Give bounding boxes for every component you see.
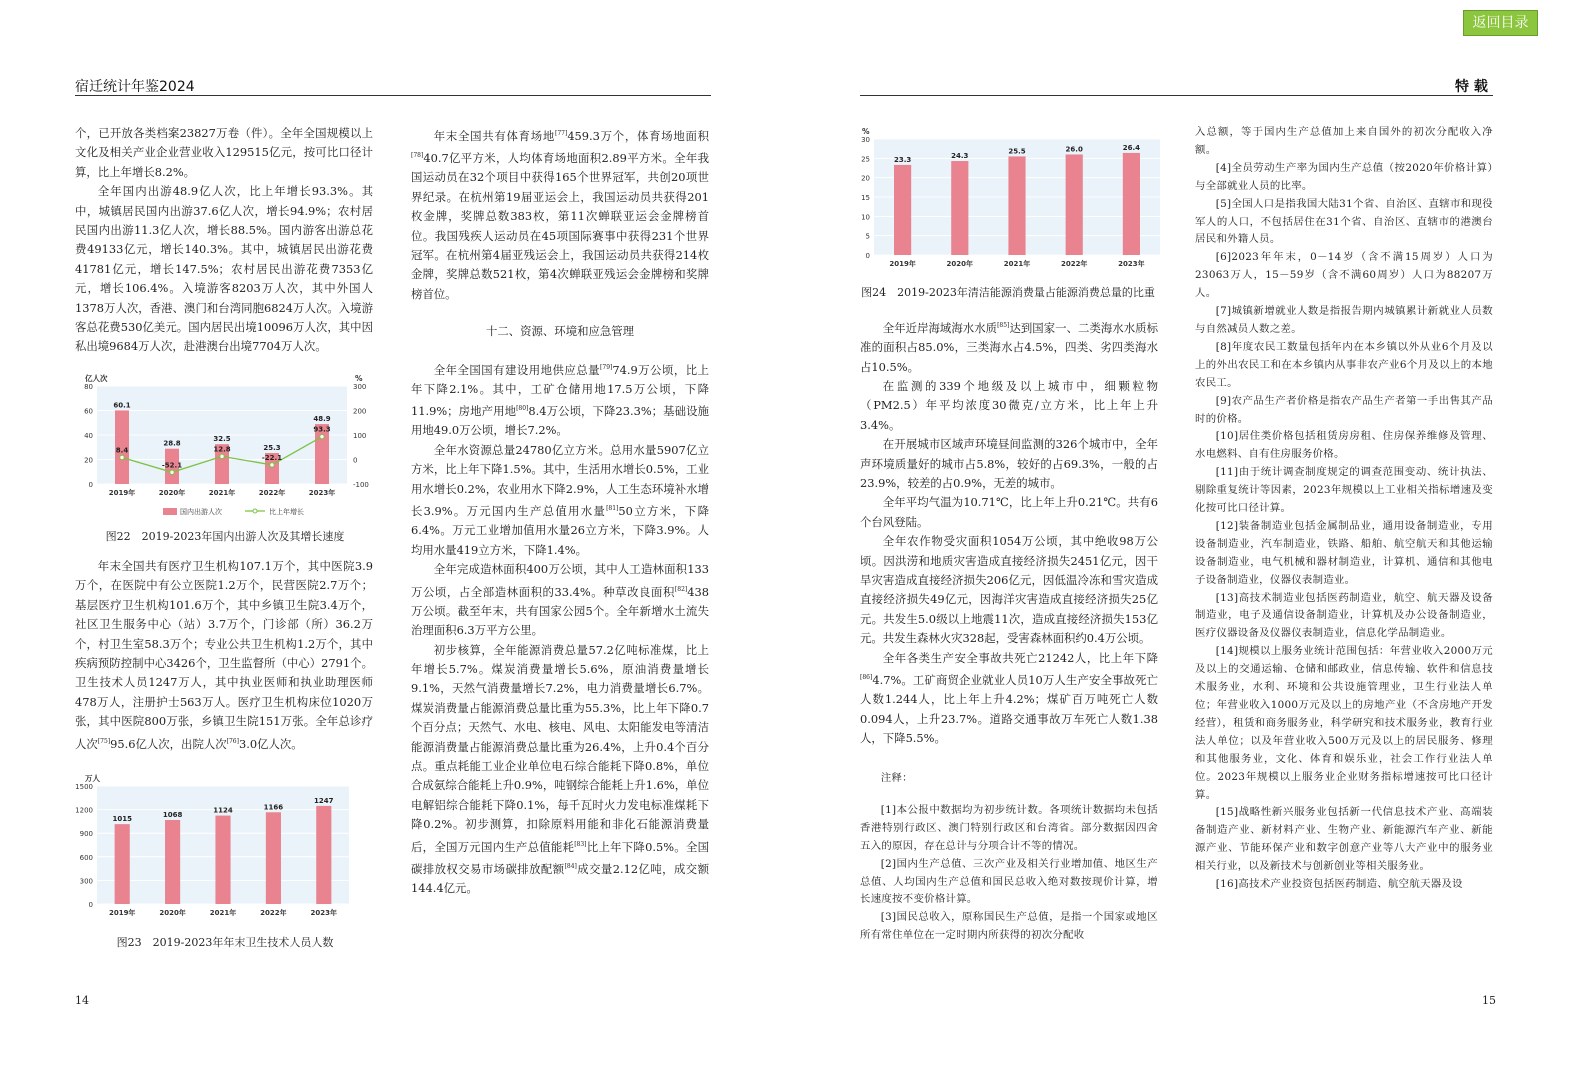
y-axis-label: 亿人次 bbox=[85, 374, 108, 383]
note-1: [1]本公报中数据均为初步统计数。各项统计数据均未包括香港特别行政区、澳门特别行政区和台湾省。部分数据因四舍五入的原因，存在总计与分项合计不等的情况。 bbox=[860, 803, 1158, 852]
note-10: [10]居住类价格包括租赁房房租、住房保养维修及管理、水电燃料、自有住房服务价格。 bbox=[1195, 430, 1493, 461]
x-tick-label: 2020年 bbox=[946, 260, 974, 268]
growth-data-label: 12.8 bbox=[213, 445, 231, 454]
y2-tick-label: 200 bbox=[353, 407, 367, 416]
right-page-header: 特 载 bbox=[1455, 79, 1488, 95]
chart-23-caption: 图23 2019-2023年年末卫生技术人员人数 bbox=[116, 936, 334, 949]
growth-data-label: 93.3 bbox=[313, 425, 331, 434]
note-13: [13]高技术制造业包括医药制造业，航空、航天器及设备制造业，电子及通信设备制造业，计算机及办公设备制造业，医疗仪器设备及仪器仪表制造业，信息化学品制造业。 bbox=[1195, 591, 1493, 640]
col2-para-5: 初步核算，全年能源消费总量57.2亿吨标准煤，比上年增长5.7%。煤炭消费量增长5.6%，原油消费量增长9.1%，天然气消费量增长7.2%，电力消费量增长6.7%。煤炭消费量占能源消费总量比重为55.3%，比上年下降0.7个百分点；天然气、水电、核电、风电、太阳能发电等清洁能源消费量占能源消费总量比重为26.4%，上升0.4个百分点。重点耗能工业企业单位电石综合能耗下降0.8%，单位合成氨综合能耗上升0.9%，吨钢综合能耗上升1.6%，单位电解铝综合能耗下降0.1%，每千瓦时火力发电标准煤耗下降0.2%。初步测算，扣除原料用能和非化石能源消费量后，全国万元国内生产总值能耗[83]比上年下降0.5%。全国碳排放权交易市场碳排放配额[84]成交量2.12亿吨，成交额144.4亿元。 bbox=[411, 642, 709, 895]
y-tick-label: 40 bbox=[84, 432, 93, 440]
left-header-rule bbox=[75, 95, 711, 96]
data-label: 28.8 bbox=[163, 439, 181, 448]
y-tick-label: 25 bbox=[861, 155, 870, 164]
note-15: [15]战略性新兴服务业包括新一代信息技术产业、高端装备制造产业、新材料产业、生物产业、新能源汽车产业、新能源产业、节能环保产业和数字创意产业等八大产业中的服务业相关行业，以及新技术与创新创业等相关服务业。 bbox=[1195, 806, 1493, 873]
x-tick-label: 2023年 bbox=[1118, 260, 1145, 268]
y-tick-label: 30 bbox=[861, 136, 870, 144]
y-tick-label: 1200 bbox=[75, 806, 93, 815]
data-label: 26.0 bbox=[1065, 145, 1083, 154]
bar bbox=[1066, 154, 1083, 255]
x-tick-label: 2019年 bbox=[108, 489, 136, 497]
y2-tick-label: 300 bbox=[353, 383, 367, 391]
legend-marker bbox=[253, 509, 257, 513]
bar bbox=[115, 824, 130, 904]
notes-title: 注释： bbox=[880, 772, 913, 784]
growth-point bbox=[220, 454, 224, 458]
data-label: 1124 bbox=[213, 806, 233, 815]
y-tick-label: 5 bbox=[865, 232, 870, 241]
column-3 bbox=[860, 316, 1158, 749]
page-number-left: 14 bbox=[75, 994, 89, 1007]
bar bbox=[316, 806, 331, 904]
back-to-contents-button[interactable]: 返回目录 bbox=[1463, 10, 1538, 36]
growth-point bbox=[120, 455, 124, 459]
growth-data-label: -52.1 bbox=[161, 461, 183, 470]
data-label: 25.5 bbox=[1008, 147, 1026, 156]
x-tick-label: 2019年 bbox=[108, 909, 136, 917]
y-tick-label: 80 bbox=[84, 383, 93, 391]
y-tick-label: 10 bbox=[861, 213, 870, 222]
section-heading-12: 十二、资源、环境和应急管理 bbox=[485, 324, 635, 339]
bar bbox=[1008, 156, 1025, 255]
x-tick-label: 2021年 bbox=[1003, 260, 1031, 268]
y-tick-label: 0 bbox=[88, 481, 93, 489]
note-7: [7]城镇新增就业人数是指报告期内城镇累计新就业人员数与自然减员人数之差。 bbox=[1195, 305, 1493, 335]
x-tick-label: 2023年 bbox=[308, 489, 336, 497]
growth-point bbox=[320, 434, 324, 438]
growth-data-label: -22.1 bbox=[261, 453, 283, 462]
data-label: 48.9 bbox=[313, 415, 331, 424]
y-tick-label: 60 bbox=[84, 407, 93, 416]
note-9: [9]农产品生产者价格是指农产品生产者第一手出售其产品时的价格。 bbox=[1195, 394, 1493, 425]
column-1 bbox=[75, 124, 373, 357]
col3-para-6: 全年各类生产安全事故共死亡21242人，比上年下降[86]4.7%。工矿商贸企业就业人员10万人生产安全事故死亡人数1.244人，比上年上升4.2%；煤矿百万吨死亡人数0.094人，上升23.7%。道路交通事故万车死亡人数1.38人，下降5.5%。 bbox=[860, 650, 1158, 746]
col3-para-1: 全年近岸海域海水水质[85]达到国家一、二类海水水质标准的面积占85.0%，三类海水占4.5%，四类、劣四类海水占10.5%。 bbox=[860, 320, 1158, 374]
notes-column-3 bbox=[860, 770, 1158, 945]
column-2 bbox=[411, 124, 709, 898]
data-label: 23.3 bbox=[893, 155, 912, 164]
note-2: [2]国内生产总值、三次产业及相关行业增加值、地区生产总值、人均国内生产总值和国民总收入绝对数按现价计算，增长速度按不变价格计算。 bbox=[860, 857, 1158, 906]
x-tick-label: 2020年 bbox=[158, 489, 186, 497]
col3-para-3: 在开展城市区域声环境昼间监测的326个城市中，全年声环境质量好的城市占5.8%，较好的占69.3%，一般的占23.9%，较差的占0.9%，无差的城市。 bbox=[860, 437, 1158, 491]
col2-para-2: 全年全国国有建设用地供应总量[79]74.9万公顷，比上年下降2.1%。其中，工矿仓储用地17.5万公顷，下降11.9%；房地产用地[80]8.4万公顷，下降23.3%；基础设施用地49.0万公顷，增长7.2%。 bbox=[411, 362, 709, 438]
y-tick-label: 20 bbox=[861, 174, 870, 183]
x-tick-label: 2019年 bbox=[889, 260, 916, 268]
page-number-right: 15 bbox=[1482, 994, 1496, 1007]
data-label: 1015 bbox=[112, 815, 132, 824]
bar bbox=[215, 816, 230, 904]
y-tick-label: 0 bbox=[88, 901, 93, 909]
note-4: [4]全员劳动生产率为国内生产总值（按2020年价格计算）与全部就业人员的比率。 bbox=[1195, 161, 1493, 192]
y-tick-label: 600 bbox=[79, 853, 93, 862]
growth-point bbox=[270, 463, 274, 467]
y-tick-label: 15 bbox=[861, 194, 870, 202]
bar bbox=[165, 820, 180, 904]
x-tick-label: 2021年 bbox=[208, 489, 236, 497]
y2-tick-label: 0 bbox=[353, 456, 358, 465]
col1-para-1: 个，已开放各类档案23827万卷（件）。全年全国规模以上文化及相关产业企业营业收入129515亿元，按可比口径计算，比上年增长8.2%。 bbox=[75, 126, 373, 179]
data-label: 60.1 bbox=[113, 401, 131, 410]
col2-para-1: 年末全国共有体育场地[77]459.3万个，体育场地面积[78]40.7亿平方米，人均体育场地面积2.89平方米。全年我国运动员在32个项目中获得165个世界冠军，共创20项世界纪录。在杭州第19届亚运会上，我国运动员共获得201枚金牌，奖牌总数383枚，第11次蝉联亚运会金牌榜首位。我国残疾人运动员在45项国际赛事中获得231个世界冠军。在杭州第4届亚残运会上，我国运动员共获得214枚金牌，奖牌总数521枚，第4次蝉联亚残运会金牌榜和奖牌榜首位。 bbox=[411, 128, 709, 301]
right-header-rule bbox=[860, 95, 1493, 96]
chart-22-domestic-tourism bbox=[75, 366, 375, 526]
bar bbox=[1123, 153, 1140, 255]
note-16: [16]高技术产业投资包括医药制造、航空航天器及设 bbox=[1215, 878, 1463, 891]
data-label: 25.3 bbox=[263, 444, 281, 453]
col3-para-2: 在监测的339个地级及以上城市中，细颗粒物（PM2.5）年平均浓度30微克/立方米，比上年上升3.4%。 bbox=[860, 379, 1158, 432]
note-3: [3]国民总收入，原称国民生产总值，是指一个国家或地区所有常住单位在一定时期内所获得的初次分配收 bbox=[860, 911, 1158, 942]
data-label: 26.4 bbox=[1122, 143, 1141, 152]
data-label: 24.3 bbox=[951, 152, 969, 161]
y2-tick-label: -100 bbox=[353, 481, 369, 489]
col3-para-5: 全年农作物受灾面积1054万公顷，其中绝收98万公顷。因洪涝和地质灾害造成直接经济损失2451亿元，因干旱灾害造成直接经济损失206亿元，因低温冷冻和雪灾造成直接经济损失49亿元，因海洋灾害造成直接经济损失25亿元。共发生5.0级以上地震11次，造成直接经济损失153亿元。共发生森林火灾328起，受害森林面积约0.4万公顷。 bbox=[860, 534, 1158, 646]
data-label: 1166 bbox=[263, 803, 284, 812]
col1-para-2: 全年国内出游48.9亿人次，比上年增长93.3%。其中，城镇居民国内出游37.6亿人次，增长94.9%；农村居民国内出游11.3亿人次，增长88.5%。国内游客出游总花费49133亿元，增长140.3%。其中，城镇居民出游花费41781亿元，增长147.5%；农村居民出游花费7353亿元，增长106.4%。入境游客8203万人次，其中外国人1378万人次，香港、澳门和台湾同胞6824万人次。入境游客总花费530亿美元。国内居民出境10096万人次，其中因私出境9684万人次，赴港澳台出境7704万人次。 bbox=[75, 184, 373, 354]
chart-24-caption: 图24 2019-2023年清洁能源消费量占能源消费总量的比重 bbox=[861, 286, 1155, 299]
col3-para-4: 全年平均气温为10.71℃，比上年上升0.21℃。共有6个台风登陆。 bbox=[860, 495, 1158, 529]
note-6: [6]2023年年末，0－14岁（含不满15周岁）人口为23063万人，15－59岁（含不满60周岁）人口为88207万人。 bbox=[1195, 251, 1493, 300]
data-label: 1247 bbox=[314, 796, 334, 805]
bar bbox=[894, 165, 911, 255]
column-1-lower bbox=[75, 557, 373, 754]
note-11: [11]由于统计调查制度规定的调查范围变动、统计执法、剔除重复统计等因素，2023年规模以上工业相关指标增速及变化按可比口径计算。 bbox=[1195, 466, 1493, 515]
growth-data-label: 8.4 bbox=[115, 446, 129, 455]
data-label: 32.5 bbox=[213, 435, 231, 444]
legend-label-line: 比上年增长 bbox=[269, 508, 304, 516]
legend-label-bar: 国内出游人次 bbox=[180, 508, 222, 516]
bar bbox=[951, 161, 968, 255]
x-tick-label: 2021年 bbox=[209, 909, 237, 917]
y2-tick-label: 100 bbox=[353, 432, 367, 440]
x-tick-label: 2022年 bbox=[1060, 260, 1088, 268]
note-8: [8]年度农民工数量包括年内在本乡镇以外从业6个月及以上的外出农民工和在本乡镇内从事非农产业6个月及以上的本地农民工。 bbox=[1195, 340, 1493, 389]
left-page-header: 宿迁统计年鉴2024 bbox=[75, 79, 195, 95]
y-tick-label: 20 bbox=[84, 456, 93, 465]
chart-23-health-workers bbox=[75, 770, 375, 925]
y-tick-label: 0 bbox=[865, 252, 870, 260]
y-tick-label: 300 bbox=[79, 877, 93, 886]
y2-axis-label: % bbox=[355, 374, 363, 383]
x-tick-label: 2020年 bbox=[159, 909, 186, 917]
y-axis-label: 万人 bbox=[85, 774, 100, 783]
x-tick-label: 2022年 bbox=[258, 489, 286, 497]
col2-para-4: 全年完成造林面积400万公顷，其中人工造林面积133万公顷，占全部造林面积的33.4%。种草改良面积[82]438万公顷。截至年末，共有国家公园5个。全年新增水土流失治理面积6.3万平方公里。 bbox=[411, 562, 709, 638]
col2-para-3: 全年水资源总量24780亿立方米。总用水量5907亿立方米，比上年下降1.5%。其中，生活用水增长0.5%，工业用水增长0.2%，农业用水下降2.9%，人工生态环境补水增长3.9%。万元国内生产总值用水量[81]50立方米，下降6.4%。万元工业增加值用水量26立方米，下降3.9%。人均用水量419立方米，下降1.4%。 bbox=[411, 442, 709, 557]
legend-swatch-bar bbox=[163, 508, 177, 515]
y-tick-label: 900 bbox=[79, 830, 93, 839]
x-tick-label: 2023年 bbox=[310, 909, 338, 917]
note-3-cont: 入总额，等于国内生产总值加上来自国外的初次分配收入净额。 bbox=[1195, 126, 1493, 156]
x-tick-label: 2022年 bbox=[260, 909, 287, 917]
col1-para-3: 年末全国共有医疗卫生机构107.1万个，其中医院3.9万个，在医院中有公立医院1.2万个，民营医院2.7万个；基层医疗卫生机构101.6万个，其中乡镇卫生院3.4万个，社区卫生服务中心（站）3.7万个，门诊部（所）36.2万个，村卫生室58.3万个；专业公共卫生机构1.2万个，其中疾病预防控制中心3426个，卫生监督所（中心）2791个。卫生技术人员1247万人，其中执业医师和执业助理医师478万人，注册护士563万人。医疗卫生机构床位1020万张，其中医院800万张，乡镇卫生院151万张。全年总诊疗人次[75]95.6亿人次，出院人次[76]3.0亿人次。 bbox=[75, 559, 373, 751]
note-5: [5]全国人口是指我国大陆31个省、自治区、直辖市和现役军人的人口，不包括居住在31个省、自治区、直辖市的港澳台居民和外籍人员。 bbox=[1195, 197, 1493, 246]
note-14: [14]规模以上服务业统计范围包括：年营业收入2000万元及以上的交通运输、仓储和邮政业，信息传输、软件和信息技术服务业，水利、环境和公共设施管理业，卫生行业法人单位；年营业收入1000万元及以上的房地产业（不含房地产开发经营），租赁和商务服务业，科学研究和技术服务业，教育行业法人单位；以及年营业收入500万元及以上的居民服务、修理和其他服务业，文化、体育和娱乐业，社会工作行业法人单位。2023年规模以上服务业企业财务指标增速按可比口径计算。 bbox=[1195, 645, 1493, 801]
y-axis-label: % bbox=[862, 127, 870, 136]
data-label: 1068 bbox=[162, 810, 183, 819]
y-tick-label: 1500 bbox=[75, 783, 93, 791]
growth-point bbox=[170, 470, 174, 474]
notes-column-4 bbox=[1195, 124, 1493, 894]
note-12: [12]装备制造业包括金属制品业，通用设备制造业，专用设备制造业，汽车制造业，铁路、船舶、航空航天和其他运输设备制造业，电气机械和器材制造业，计算机、通信和其他电子设备制造业，仪器仪表制造业。 bbox=[1195, 519, 1493, 586]
chart-24-clean-energy-share bbox=[860, 125, 1160, 275]
chart-22-caption: 图22 2019-2023年国内出游人次及其增长速度 bbox=[105, 530, 345, 543]
bar bbox=[266, 812, 281, 904]
